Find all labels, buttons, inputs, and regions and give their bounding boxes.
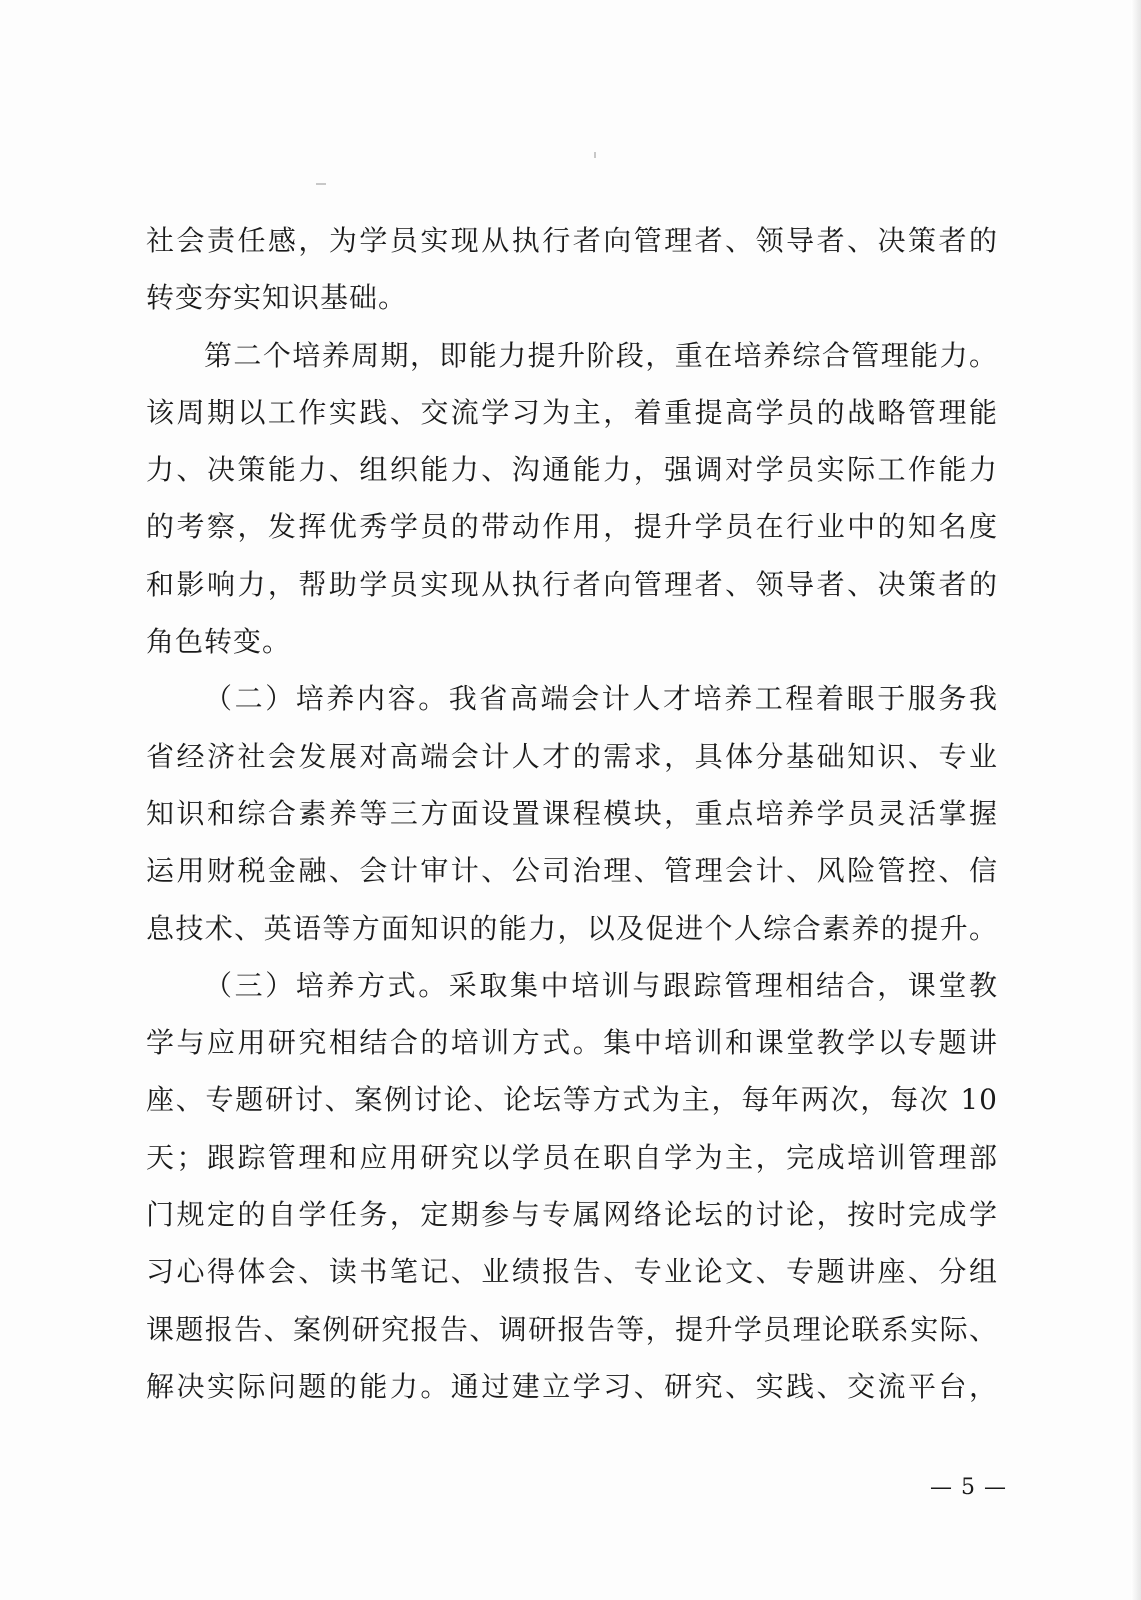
paragraph-line: 课题报告、案例研究报告、调研报告等，提升学员理论联系实际、 <box>146 1312 998 1346</box>
paragraph-line: 和影响力，帮助学员实现从执行者向管理者、领导者、决策者的 <box>146 567 998 601</box>
paragraph-line: 该周期以工作实践、交流学习为主，着重提高学员的战略管理能 <box>146 395 998 429</box>
paragraph-line: 座、专题研讨、案例讨论、论坛等方式为主，每年两次，每次 10 <box>146 1083 998 1117</box>
paragraph-line: 力、决策能力、组织能力、沟通能力，强调对学员实际工作能力 <box>146 453 998 487</box>
document-body <box>146 212 998 1415</box>
section-heading-line: （三）培养方式。采取集中培训与跟踪管理相结合，课堂教 <box>204 968 998 1002</box>
paragraph-line: 门规定的自学任务，定期参与专属网络论坛的讨论，按时完成学 <box>146 1198 998 1232</box>
paragraph-line: 息技术、英语等方面知识的能力，以及促进个人综合素养的提升。 <box>146 911 998 945</box>
paragraph-line: 角色转变。 <box>146 625 292 659</box>
paragraph-line: 知识和综合素养等三方面设置课程模块，重点培养学员灵活掌握 <box>146 796 998 830</box>
paragraph-line: 天；跟踪管理和应用研究以学员在职自学为主，完成培训管理部 <box>146 1140 998 1174</box>
paragraph-line: 社会责任感，为学员实现从执行者向管理者、领导者、决策者的 <box>146 224 998 257</box>
paragraph-line: 转变夯实知识基础。 <box>146 281 408 315</box>
page-number: — 5 — <box>930 1475 1007 1500</box>
scan-speck <box>316 183 326 185</box>
paragraph-line: 第二个培养周期，即能力提升阶段，重在培养综合管理能力。 <box>204 338 998 372</box>
scan-edge-shadow <box>1131 0 1141 1600</box>
paragraph-line: 运用财税金融、会计审计、公司治理、管理会计、风险管控、信 <box>146 854 998 888</box>
paragraph-line: 习心得体会、读书笔记、业绩报告、专业论文、专题讲座、分组 <box>146 1255 998 1289</box>
scan-speck <box>594 152 596 158</box>
section-heading-line: （二）培养内容。我省高端会计人才培养工程着眼于服务我 <box>204 682 998 716</box>
paragraph-line: 学与应用研究相结合的培训方式。集中培训和课堂教学以专题讲 <box>146 1026 998 1060</box>
paragraph-line: 省经济社会发展对高端会计人才的需求，具体分基础知识、专业 <box>146 739 998 773</box>
paragraph-line: 解决实际问题的能力。通过建立学习、研究、实践、交流平台， <box>146 1369 998 1403</box>
paragraph-line: 的考察，发挥优秀学员的带动作用，提升学员在行业中的知名度 <box>146 510 998 544</box>
